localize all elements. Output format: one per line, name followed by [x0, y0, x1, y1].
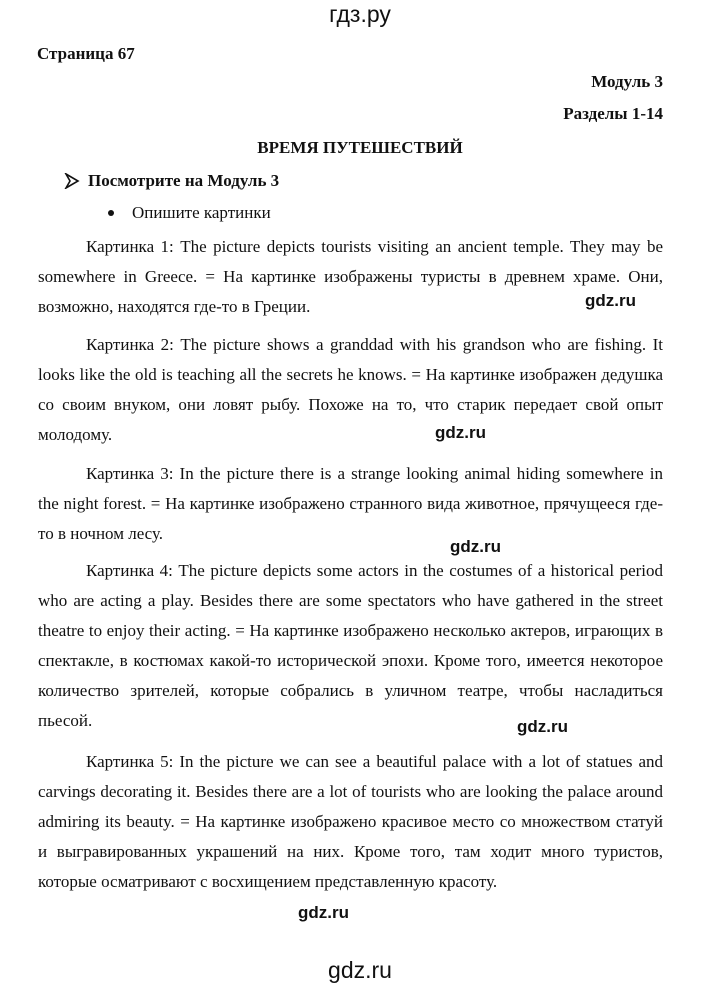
task-heading-text: Посмотрите на Модуль 3 — [88, 171, 280, 190]
watermark: gdz.ru — [435, 423, 486, 442]
paragraph-picture-5: Картинка 5: In the picture we can see a beautiful palace with a lot of statues and carvings decorating it. Besides there are a lot of tourists who are looking the palace around admiring its beauty. = На картинке изображено красивое место со множеством статуй и выгравированных украшений на них. Кроме того, там ходит много туристов, которые осматривают с восхищением представленную красоту. — [38, 752, 663, 891]
subtask-text: Опишите картинки — [132, 203, 271, 222]
arrow-bullet-icon — [64, 173, 80, 189]
dot-bullet-icon — [108, 210, 114, 216]
subtask-item — [108, 203, 271, 223]
paragraph-picture-3: Картинка 3: In the picture there is a strange looking animal hiding somewhere in the night forest. = На картинке изображено странного вида животное, прячущееся где-то в ночном лесу. — [38, 464, 663, 543]
sections-label: Разделы 1-14 — [563, 104, 663, 123]
watermark: gdz.ru — [585, 291, 636, 310]
watermark: gdz.ru — [517, 717, 568, 736]
paragraph-picture-2: Картинка 2: The picture shows a granddad with his grandson who are fishing. It looks like the old is teaching all the secrets he knows. = На картинке изображен дедушка со своим внуком, они ловят рыбу. Похоже на то, что старик передает свой опыт молодому. — [38, 335, 663, 444]
task-heading — [64, 171, 279, 191]
module-label: Модуль 3 — [591, 72, 663, 91]
site-header: гдз.ру — [329, 1, 391, 27]
site-footer: gdz.ru — [328, 957, 392, 983]
paragraph-picture-1: Картинка 1: The picture depicts tourists visiting an ancient temple. They may be somewhere in Greece. = На картинке изображены туристы в древнем храме. Они, возможно, находятся где-то в Греции. — [38, 237, 663, 316]
page-number-label: Страница 67 — [37, 44, 135, 63]
paragraph-picture-4: Картинка 4: The picture depicts some actors in the costumes of a historical period who are acting a play. Besides there are some spectators who have gathered in the street theatre to enjoy their acting. = На картинке изображено несколько актеров, играющих в спектакле, в костюмах какой-то исторической эпохи. Кроме того, имеется некоторое количество зрителей, которые собрались в уличном театре, чтобы насладиться пьесой. — [38, 561, 663, 730]
document-title: ВРЕМЯ ПУТЕШЕСТВИЙ — [257, 138, 463, 157]
watermark: gdz.ru — [298, 903, 349, 922]
watermark: gdz.ru — [450, 537, 501, 556]
